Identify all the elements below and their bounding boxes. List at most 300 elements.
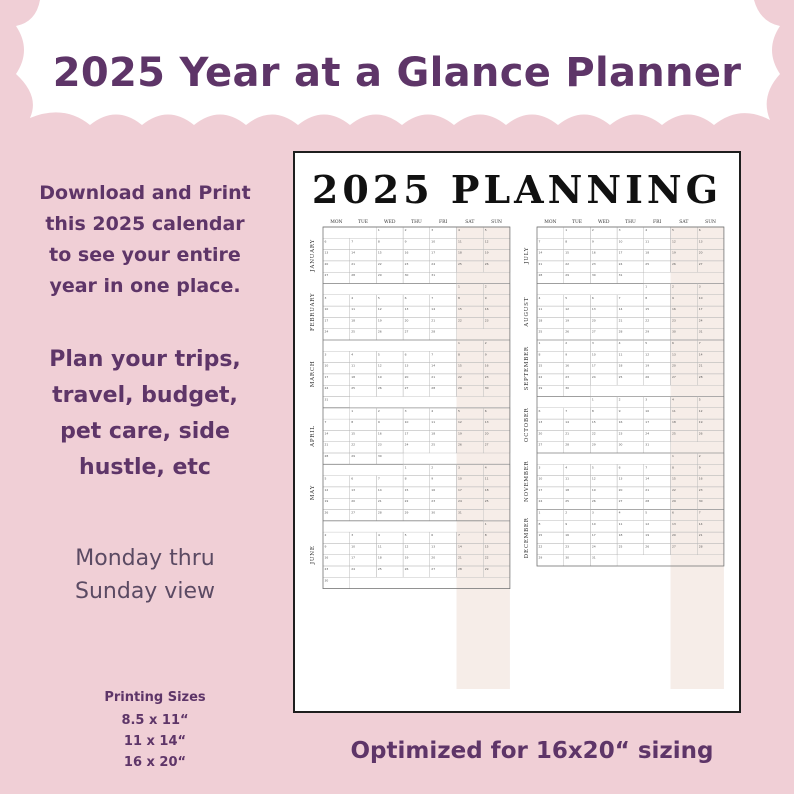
day-number: 27 bbox=[431, 567, 436, 571]
day-number: 7 bbox=[324, 420, 327, 425]
day-cell bbox=[617, 295, 644, 306]
month-label: JULY bbox=[524, 246, 530, 264]
day-number: 11 bbox=[351, 307, 356, 312]
day-number: 28 bbox=[431, 386, 436, 391]
day-number: 10 bbox=[458, 476, 462, 481]
day-number: 28 bbox=[458, 567, 462, 571]
day-number: 4 bbox=[618, 341, 621, 345]
day-number: 26 bbox=[404, 567, 409, 571]
day-number: 10 bbox=[618, 239, 623, 244]
day-number: 30 bbox=[484, 386, 489, 391]
day-number: 21 bbox=[431, 318, 436, 323]
day-number: 12 bbox=[565, 307, 570, 312]
day-number: 17 bbox=[458, 487, 462, 492]
month-label: DECEMBER bbox=[524, 517, 530, 559]
day-number: 2 bbox=[431, 465, 434, 470]
day-cell bbox=[644, 397, 671, 408]
day-cell bbox=[590, 238, 617, 249]
day-number: 25 bbox=[672, 431, 676, 436]
day-number: 23 bbox=[431, 499, 436, 504]
day-number: 28 bbox=[324, 454, 329, 458]
day-number: 26 bbox=[672, 261, 676, 266]
day-number: 15 bbox=[458, 307, 462, 312]
day-number: 4 bbox=[351, 352, 354, 357]
day-cell bbox=[644, 510, 671, 521]
day-number: 30 bbox=[698, 499, 703, 504]
day-number: 29 bbox=[591, 442, 596, 447]
day-cell bbox=[590, 295, 617, 306]
day-number: 1 bbox=[591, 397, 594, 402]
day-number: 12 bbox=[698, 408, 703, 413]
day-number: 17 bbox=[538, 487, 543, 492]
day-number: 9 bbox=[672, 295, 674, 300]
day-number: 16 bbox=[404, 250, 409, 255]
day-cell bbox=[537, 238, 564, 249]
day-number: 2 bbox=[377, 408, 380, 413]
day-cell bbox=[617, 227, 644, 238]
day-number: 4 bbox=[645, 228, 648, 232]
day-number: 22 bbox=[404, 499, 409, 504]
day-number: 18 bbox=[565, 487, 570, 492]
day-number: 26 bbox=[565, 329, 570, 334]
day-cell bbox=[403, 351, 430, 362]
day-number: 2 bbox=[698, 454, 701, 458]
day-number: 14 bbox=[377, 487, 382, 492]
day-number: 6 bbox=[591, 295, 594, 300]
day-number: 20 bbox=[672, 363, 676, 368]
day-number: 11 bbox=[618, 352, 623, 357]
day-number: 1 bbox=[538, 510, 541, 515]
day-number: 23 bbox=[565, 374, 570, 379]
day-cell bbox=[537, 295, 564, 306]
day-cell bbox=[537, 464, 564, 475]
day-cell bbox=[564, 510, 591, 521]
day-number: 8 bbox=[404, 476, 407, 481]
day-number: 31 bbox=[431, 273, 436, 278]
day-cell bbox=[644, 284, 671, 295]
day-cell bbox=[350, 238, 377, 249]
day-number: 15 bbox=[351, 431, 356, 436]
day-number: 15 bbox=[565, 250, 570, 255]
day-number: 25 bbox=[377, 567, 382, 571]
poster-title: 2025 PLANNING bbox=[311, 167, 723, 212]
day-number: 2 bbox=[484, 284, 487, 289]
day-number: 10 bbox=[698, 295, 703, 300]
day-number: 12 bbox=[645, 521, 650, 526]
day-number: 2 bbox=[484, 341, 487, 345]
day-number: 20 bbox=[404, 318, 409, 323]
day-number: 2 bbox=[672, 284, 674, 289]
day-number: 1 bbox=[538, 341, 541, 345]
day-number: 29 bbox=[484, 567, 489, 571]
day-number: 12 bbox=[591, 476, 596, 481]
day-number: 8 bbox=[377, 239, 380, 244]
day-cell bbox=[430, 295, 457, 306]
day-cell bbox=[323, 419, 350, 430]
day-number: 26 bbox=[377, 329, 382, 334]
day-number: 10 bbox=[538, 476, 543, 481]
plan-line: Plan your trips, bbox=[49, 347, 241, 372]
day-number: 5 bbox=[672, 228, 674, 232]
day-number: 19 bbox=[377, 318, 382, 323]
day-number: 16 bbox=[565, 533, 570, 538]
day-number: 1 bbox=[377, 228, 380, 232]
month-label: FEBRUARY bbox=[310, 292, 316, 331]
day-number: 11 bbox=[645, 239, 650, 244]
day-cell bbox=[537, 521, 564, 532]
day-cell bbox=[564, 295, 591, 306]
day-number: 27 bbox=[351, 510, 356, 515]
day-number: 3 bbox=[645, 397, 648, 402]
day-number: 19 bbox=[404, 555, 409, 560]
day-number: 16 bbox=[484, 363, 489, 368]
day-number: 8 bbox=[672, 465, 674, 470]
day-number: 7 bbox=[698, 510, 701, 515]
day-number: 14 bbox=[698, 352, 703, 357]
day-number: 14 bbox=[698, 521, 703, 526]
day-number: 27 bbox=[404, 329, 409, 334]
day-number: 27 bbox=[404, 386, 409, 391]
plan-text bbox=[20, 342, 270, 486]
day-number: 22 bbox=[377, 261, 382, 266]
day-number: 22 bbox=[538, 544, 543, 549]
day-number: 18 bbox=[618, 363, 623, 368]
day-cell bbox=[376, 351, 403, 362]
day-number: 12 bbox=[324, 487, 329, 492]
day-number: 9 bbox=[324, 544, 327, 549]
banner-title: 2025 Year at a Glance Planner bbox=[52, 50, 742, 96]
day-number: 5 bbox=[645, 341, 648, 345]
day-number: 16 bbox=[672, 307, 676, 312]
weekday-header: FRI bbox=[653, 220, 662, 225]
day-cell bbox=[644, 227, 671, 238]
day-number: 18 bbox=[538, 318, 543, 323]
day-number: 16 bbox=[324, 555, 329, 560]
day-cell bbox=[430, 532, 457, 543]
day-number: 29 bbox=[538, 555, 543, 560]
day-number: 11 bbox=[484, 476, 489, 481]
day-number: 3 bbox=[698, 284, 701, 289]
day-number: 13 bbox=[618, 476, 623, 481]
day-cell bbox=[537, 408, 564, 419]
day-number: 4 bbox=[458, 228, 460, 232]
day-number: 1 bbox=[672, 454, 674, 458]
day-cell bbox=[564, 238, 591, 249]
day-number: 4 bbox=[351, 295, 354, 300]
day-number: 10 bbox=[431, 239, 436, 244]
day-number: 12 bbox=[458, 420, 462, 425]
day-number: 23 bbox=[618, 431, 623, 436]
day-number: 11 bbox=[672, 408, 676, 413]
day-number: 10 bbox=[645, 408, 650, 413]
day-number: 11 bbox=[618, 521, 623, 526]
month-label: AUGUST bbox=[524, 296, 530, 327]
day-number: 17 bbox=[324, 318, 329, 323]
day-number: 25 bbox=[618, 374, 623, 379]
printing-sizes-title: Printing Sizes bbox=[104, 690, 206, 705]
day-number: 13 bbox=[538, 420, 543, 425]
day-cell bbox=[617, 408, 644, 419]
month-label: JUNE bbox=[310, 545, 316, 565]
day-cell bbox=[376, 476, 403, 487]
day-number: 5 bbox=[698, 397, 701, 402]
day-number: 26 bbox=[698, 431, 703, 436]
day-number: 16 bbox=[618, 420, 623, 425]
day-number: 26 bbox=[645, 374, 650, 379]
day-number: 3 bbox=[324, 295, 327, 300]
printing-size-item: 16 x 20“ bbox=[123, 755, 187, 770]
day-cell bbox=[376, 227, 403, 238]
day-number: 17 bbox=[591, 533, 596, 538]
month-label: SEPTEMBER bbox=[524, 346, 530, 391]
day-number: 24 bbox=[618, 261, 623, 266]
day-number: 30 bbox=[618, 442, 623, 447]
day-number: 22 bbox=[565, 261, 570, 266]
day-cell bbox=[350, 476, 377, 487]
day-cell bbox=[350, 351, 377, 362]
intro-text bbox=[20, 178, 270, 302]
day-number: 24 bbox=[538, 499, 543, 504]
day-number: 12 bbox=[645, 352, 650, 357]
day-number: 29 bbox=[377, 273, 382, 278]
view-text bbox=[20, 542, 270, 608]
day-number: 13 bbox=[672, 521, 676, 526]
day-number: 6 bbox=[538, 408, 541, 413]
day-number: 26 bbox=[591, 499, 596, 504]
day-number: 13 bbox=[404, 363, 409, 368]
day-number: 29 bbox=[645, 329, 650, 334]
day-number: 14 bbox=[324, 431, 329, 436]
day-number: 12 bbox=[484, 239, 489, 244]
day-number: 25 bbox=[484, 499, 489, 504]
day-number: 1 bbox=[565, 228, 568, 232]
day-cell bbox=[590, 408, 617, 419]
day-number: 30 bbox=[565, 555, 570, 560]
day-number: 16 bbox=[698, 476, 703, 481]
day-number: 10 bbox=[324, 363, 329, 368]
day-number: 7 bbox=[618, 295, 621, 300]
day-number: 6 bbox=[351, 476, 354, 481]
day-number: 19 bbox=[565, 318, 570, 323]
weekday-header: SAT bbox=[679, 220, 689, 225]
day-number: 6 bbox=[672, 510, 674, 515]
day-number: 13 bbox=[324, 250, 329, 255]
day-number: 23 bbox=[698, 487, 703, 492]
day-number: 3 bbox=[431, 228, 434, 232]
day-cell bbox=[376, 295, 403, 306]
day-number: 1 bbox=[458, 284, 460, 289]
day-number: 2 bbox=[618, 397, 621, 402]
day-number: 3 bbox=[458, 465, 460, 470]
day-number: 21 bbox=[698, 363, 703, 368]
day-number: 17 bbox=[351, 555, 356, 560]
day-number: 25 bbox=[351, 386, 356, 391]
weekday-header: THU bbox=[411, 220, 422, 225]
day-number: 17 bbox=[591, 363, 596, 368]
day-number: 31 bbox=[324, 397, 329, 402]
day-number: 3 bbox=[591, 510, 594, 515]
day-number: 1 bbox=[404, 465, 407, 470]
day-number: 19 bbox=[698, 420, 703, 425]
day-number: 19 bbox=[645, 363, 650, 368]
day-number: 13 bbox=[351, 487, 356, 492]
day-number: 17 bbox=[324, 374, 329, 379]
day-number: 8 bbox=[645, 295, 648, 300]
day-number: 31 bbox=[698, 329, 703, 334]
day-number: 8 bbox=[591, 408, 594, 413]
day-number: 15 bbox=[484, 544, 489, 549]
day-number: 24 bbox=[645, 431, 650, 436]
day-number: 23 bbox=[404, 261, 409, 266]
day-number: 4 bbox=[377, 533, 380, 538]
day-number: 5 bbox=[324, 476, 327, 481]
day-cell bbox=[644, 340, 671, 351]
day-number: 14 bbox=[431, 363, 436, 368]
optimized-note: Optimized for 16x20“ sizing bbox=[350, 738, 714, 764]
day-number: 17 bbox=[404, 431, 409, 436]
calendar-poster bbox=[293, 151, 741, 713]
day-number: 23 bbox=[591, 261, 596, 266]
day-number: 10 bbox=[404, 420, 409, 425]
day-number: 25 bbox=[645, 261, 650, 266]
day-number: 20 bbox=[618, 487, 623, 492]
day-number: 5 bbox=[404, 533, 407, 538]
weekday-header: FRI bbox=[439, 220, 448, 225]
day-cell bbox=[617, 397, 644, 408]
weekday-header: SUN bbox=[491, 220, 502, 225]
day-number: 17 bbox=[698, 307, 703, 312]
day-number: 20 bbox=[351, 499, 356, 504]
day-number: 8 bbox=[565, 239, 568, 244]
day-number: 3 bbox=[351, 533, 354, 538]
day-number: 13 bbox=[672, 352, 676, 357]
day-number: 23 bbox=[565, 544, 570, 549]
day-number: 30 bbox=[591, 273, 596, 278]
view-line: Sunday view bbox=[75, 579, 215, 604]
day-number: 6 bbox=[672, 341, 674, 345]
day-cell bbox=[590, 227, 617, 238]
day-number: 7 bbox=[645, 465, 648, 470]
day-cell bbox=[403, 408, 430, 419]
day-number: 28 bbox=[645, 499, 650, 504]
day-number: 25 bbox=[458, 261, 462, 266]
day-number: 30 bbox=[431, 510, 436, 515]
day-number: 10 bbox=[591, 521, 596, 526]
day-cell bbox=[376, 532, 403, 543]
day-number: 12 bbox=[404, 544, 409, 549]
day-cell bbox=[644, 464, 671, 475]
day-number: 23 bbox=[377, 442, 382, 447]
month-label: NOVEMBER bbox=[524, 460, 530, 502]
day-number: 21 bbox=[645, 487, 650, 492]
plan-line: pet care, side bbox=[60, 419, 230, 444]
day-number: 5 bbox=[484, 228, 487, 232]
day-number: 21 bbox=[377, 499, 382, 504]
day-cell bbox=[617, 510, 644, 521]
day-cell bbox=[403, 238, 430, 249]
day-number: 28 bbox=[698, 374, 703, 379]
day-number: 3 bbox=[324, 352, 327, 357]
day-number: 3 bbox=[404, 408, 407, 413]
month-label: JANUARY bbox=[310, 238, 316, 272]
day-number: 1 bbox=[351, 408, 354, 413]
day-number: 24 bbox=[404, 442, 409, 447]
day-cell bbox=[590, 510, 617, 521]
day-cell bbox=[537, 510, 564, 521]
day-number: 7 bbox=[698, 341, 701, 345]
day-cell bbox=[537, 351, 564, 362]
day-cell bbox=[430, 227, 457, 238]
day-number: 18 bbox=[672, 420, 676, 425]
day-number: 5 bbox=[377, 352, 380, 357]
plan-line: travel, budget, bbox=[52, 383, 238, 408]
day-cell bbox=[590, 340, 617, 351]
day-cell bbox=[323, 476, 350, 487]
printing-size-item: 8.5 x 11“ bbox=[121, 713, 189, 728]
day-number: 10 bbox=[324, 307, 329, 312]
day-number: 4 bbox=[672, 397, 674, 402]
day-number: 27 bbox=[672, 544, 676, 549]
day-number: 27 bbox=[698, 261, 703, 266]
weekday-header: THU bbox=[625, 220, 636, 225]
month-label: OCTOBER bbox=[524, 407, 530, 443]
plan-line: hustle, etc bbox=[79, 455, 211, 480]
day-cell bbox=[403, 532, 430, 543]
day-number: 25 bbox=[565, 499, 570, 504]
day-number: 30 bbox=[404, 273, 409, 278]
day-number: 8 bbox=[538, 352, 541, 357]
day-number: 15 bbox=[672, 476, 676, 481]
day-number: 29 bbox=[351, 454, 356, 458]
printing-size-item: 11 x 14“ bbox=[123, 734, 187, 749]
day-cell bbox=[323, 532, 350, 543]
day-number: 20 bbox=[591, 318, 596, 323]
intro-line: this 2025 calendar bbox=[45, 213, 245, 235]
day-number: 4 bbox=[618, 510, 621, 515]
day-number: 24 bbox=[591, 374, 596, 379]
day-cell bbox=[403, 227, 430, 238]
day-number: 18 bbox=[377, 555, 382, 560]
day-number: 17 bbox=[431, 250, 436, 255]
day-number: 21 bbox=[538, 261, 543, 266]
day-number: 14 bbox=[431, 307, 436, 312]
day-cell bbox=[323, 543, 350, 554]
day-number: 20 bbox=[672, 533, 676, 538]
month-label: MARCH bbox=[310, 360, 316, 388]
day-number: 7 bbox=[565, 408, 568, 413]
day-number: 24 bbox=[458, 499, 462, 504]
day-number: 23 bbox=[672, 318, 676, 323]
day-number: 16 bbox=[431, 487, 436, 492]
day-number: 19 bbox=[377, 374, 382, 379]
day-number: 28 bbox=[698, 544, 703, 549]
day-number: 2 bbox=[324, 533, 327, 538]
day-cell bbox=[403, 295, 430, 306]
day-number: 8 bbox=[538, 521, 541, 526]
day-cell bbox=[564, 408, 591, 419]
day-number: 9 bbox=[404, 239, 407, 244]
day-cell bbox=[350, 532, 377, 543]
day-number: 18 bbox=[645, 250, 650, 255]
day-number: 9 bbox=[591, 239, 594, 244]
day-number: 22 bbox=[645, 318, 650, 323]
day-number: 7 bbox=[538, 239, 541, 244]
day-cell bbox=[430, 476, 457, 487]
day-number: 18 bbox=[351, 374, 356, 379]
day-number: 6 bbox=[484, 408, 487, 413]
day-cell bbox=[564, 340, 591, 351]
day-number: 31 bbox=[645, 442, 650, 447]
